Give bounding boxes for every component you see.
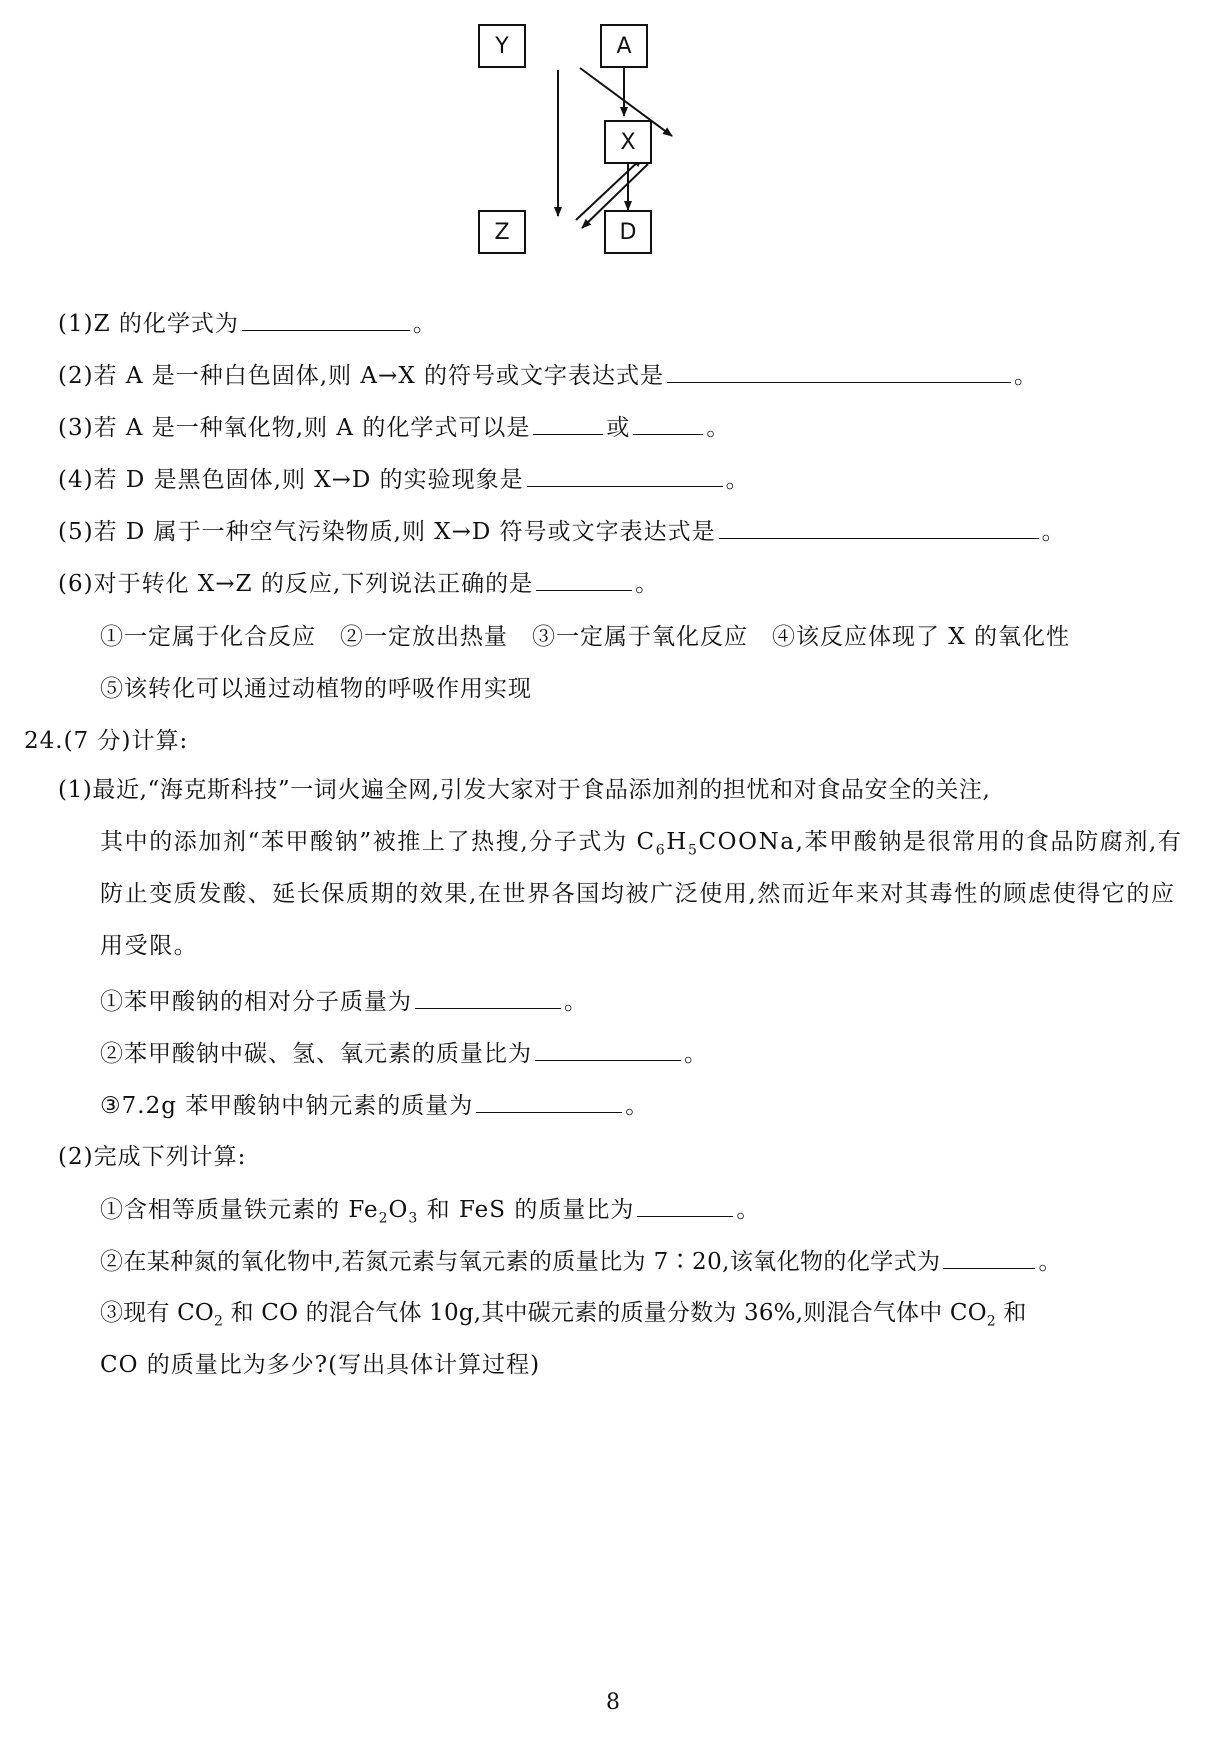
q24-part1-sub-3-text: ③7.2g 苯甲酸钠中钠元素的质量为 [100, 1093, 474, 1119]
answer-blank[interactable] [637, 1194, 733, 1217]
relationship-diagram [494, 24, 760, 286]
q23-item-3-end: 。 [706, 415, 731, 441]
q24-part1-sub-2 [100, 1038, 708, 1069]
q23-item-6-end: 。 [635, 571, 660, 597]
q24-part2-sub-3-line-2: CO 的质量比为多少?(写出具体计算过程) [100, 1352, 541, 1378]
formula-h: H [666, 829, 688, 855]
q23-options-line-1: ①一定属于化合反应 ②一定放出热量 ③一定属于氧化反应 ④该反应体现了 X 的氧化性 [100, 624, 1070, 650]
node-a: A [600, 24, 648, 68]
answer-blank[interactable] [535, 1038, 681, 1061]
answer-blank[interactable] [527, 464, 723, 487]
q23-item-3-or: 或 [606, 415, 631, 441]
q24-part1-paragraph [58, 764, 1188, 972]
q24-part1-text-b: 其中的添加剂“苯甲酸钠”被推上了热搜,分子式为 [100, 829, 637, 855]
answer-blank[interactable] [242, 308, 410, 331]
q23-item-4-end: 。 [725, 467, 750, 493]
q23-item-5 [58, 516, 1066, 547]
q24-part2-sub-2-end: 。 [1038, 1249, 1062, 1275]
answer-blank[interactable] [633, 412, 703, 435]
q23-item-4 [58, 464, 750, 495]
q24-header: 24.(7 分)计算: [24, 728, 189, 754]
answer-blank[interactable] [536, 568, 632, 591]
q24-part2-sub-3-text-a: ③现有 CO [100, 1300, 214, 1326]
q23-item-2 [58, 360, 1038, 391]
formula-fe: Fe [348, 1197, 379, 1223]
q24-part2-header: (2)完成下列计算: [58, 1144, 247, 1170]
q24-part1-text-c: ,苯甲酸钠是很常用的食品防腐剂,有防止变质发酸、延长保质期的效果,在世界各国均被广泛使用,然而近年来对其毒性的顾虑使得它的应用受限。 [100, 829, 1183, 959]
formula-rest: COONa [698, 829, 796, 855]
formula-h-sub: 5 [687, 842, 699, 859]
q24-part2-sub-1-text-b: 和 FeS 的质量比为 [418, 1197, 635, 1223]
q24-part2-sub-1-end: 。 [736, 1197, 761, 1223]
answer-blank[interactable] [719, 516, 1039, 539]
formula-fe-sub: 2 [378, 1210, 389, 1227]
q23-item-5-text: (5)若 D 属于一种空气污染物质,则 X→D 符号或文字表达式是 [58, 519, 716, 545]
formula-o-sub: 3 [408, 1210, 419, 1227]
answer-blank[interactable] [533, 412, 603, 435]
formula-c: C [636, 829, 656, 855]
node-y: Y [478, 24, 526, 68]
formula-co2-sub: 2 [986, 1313, 996, 1330]
q23-item-1-text: (1)Z 的化学式为 [58, 311, 239, 337]
formula-o: O [388, 1197, 409, 1223]
q23-item-6-text: (6)对于转化 X→Z 的反应,下列说法正确的是 [58, 571, 534, 597]
q24-part1-sub-3 [100, 1090, 649, 1121]
formula-sodium-benzoate [636, 829, 796, 859]
q23-item-1 [58, 308, 437, 339]
q24-part1-sub-1 [100, 986, 588, 1017]
q24-part2-sub-2-text: ②在某种氮的氧化物中,若氮元素与氧元素的质量比为 7∶20,该氧化物的化学式为 [100, 1249, 941, 1275]
q24-part2-sub-1-text-a: ①含相等质量铁元素的 [100, 1197, 349, 1223]
q24-part1-sub-3-end: 。 [625, 1093, 650, 1119]
q23-item-6 [58, 568, 659, 599]
formula-c-sub: 6 [655, 842, 667, 859]
q23-item-2-end: 。 [1014, 363, 1038, 389]
answer-blank[interactable] [943, 1246, 1035, 1269]
q24-part2-sub-2 [100, 1246, 1062, 1277]
q24-part2-sub-3-text-c: 和 [995, 1300, 1027, 1326]
q24-part1-sub-1-end: 。 [564, 989, 588, 1015]
node-d: D [604, 210, 652, 254]
q24-part2-sub-1 [100, 1194, 760, 1225]
q23-item-2-text: (2)若 A 是一种白色固体,则 A→X 的符号或文字表达式是 [58, 363, 664, 389]
formula-co2-sub: 2 [213, 1313, 224, 1330]
node-x: X [604, 120, 652, 164]
q23-item-1-end: 。 [412, 311, 437, 337]
q24-part2-sub-3-line-1 [100, 1298, 1027, 1328]
q24-part2-sub-3-text-b: 和 CO 的混合气体 10g,其中碳元素的质量分数为 36%,则混合气体中 CO [223, 1300, 987, 1326]
q23-item-3-text: (3)若 A 是一种氧化物,则 A 的化学式可以是 [58, 415, 531, 441]
answer-blank[interactable] [415, 986, 561, 1009]
q23-item-3 [58, 412, 730, 443]
answer-blank[interactable] [667, 360, 1011, 383]
q24-part1-body [58, 816, 1188, 972]
q23-options-line-2: ⑤该转化可以通过动植物的呼吸作用实现 [100, 676, 532, 702]
q24-part1-sub-1-text: ①苯甲酸钠的相对分子质量为 [100, 989, 412, 1015]
node-z: Z [478, 210, 526, 254]
q24-part1-line-1: (1)最近,“海克斯科技”一词火遍全网,引发大家对于食品添加剂的担忧和对食品安全的关注, [58, 777, 991, 803]
q23-item-4-text: (4)若 D 是黑色固体,则 X→D 的实验现象是 [58, 467, 524, 493]
q24-part1-sub-2-end: 。 [684, 1041, 708, 1067]
q23-item-5-end: 。 [1041, 519, 1066, 545]
q24-part1-sub-2-text: ②苯甲酸钠中碳、氢、氧元素的质量比为 [100, 1041, 532, 1067]
answer-blank[interactable] [476, 1090, 622, 1113]
page-number: 8 [606, 1690, 620, 1715]
